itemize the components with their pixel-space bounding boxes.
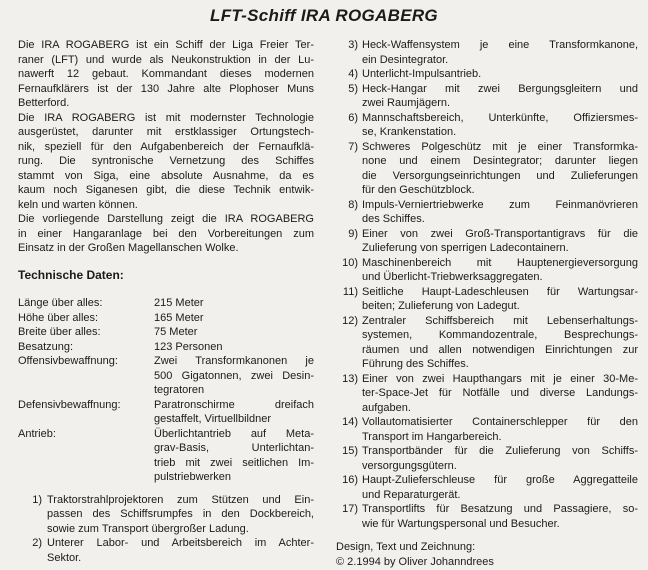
- list-item: [336, 444, 638, 473]
- paragraph: [18, 212, 314, 256]
- list-item-number: 1): [32, 493, 42, 506]
- spec-row: [18, 398, 314, 427]
- list-item-text: [362, 140, 638, 198]
- text-line: und Überlicht-Triebwerksaggregaten.: [362, 271, 543, 283]
- list-item-text: [362, 444, 638, 473]
- text-line: Einsatz in der Großen Magellanschen Wolke.: [18, 242, 239, 254]
- text-line: Traktorstrahlprojektoren zum Stützen und Ein-: [47, 493, 314, 506]
- list-item: [18, 493, 314, 537]
- list-item-text: [362, 38, 638, 67]
- spec-row: [18, 296, 314, 311]
- list-item-text: [362, 227, 638, 256]
- list-item: [336, 67, 638, 82]
- spec-value: [154, 340, 314, 355]
- list-item-number: 9): [348, 227, 358, 240]
- list-item: [336, 198, 638, 227]
- text-line: stammt von Siga, eine absolute Ausnahme, da es: [18, 169, 314, 182]
- credits: [336, 540, 638, 569]
- text-line: zwei Raumjägern.: [362, 97, 451, 109]
- list-item-number: 10): [342, 256, 358, 269]
- spec-value: [154, 398, 314, 427]
- text-line: nik, speziell für den Aufgabenbereich der Fernaufklä-: [18, 140, 314, 153]
- tech-specs-table: [18, 296, 314, 485]
- text-line: nawerft 12 gebaut. Kommandant dieses modernen: [18, 68, 314, 80]
- text-line: Transportlifts für Besatzung und Passagiere, so-: [362, 503, 638, 515]
- text-line: Zentraler Schiffsbereich mit Lebenserhaltungs-: [362, 314, 638, 327]
- text-line: Sektor.: [47, 551, 82, 564]
- text-line: Die vorliegende Darstellung zeigt die IRA ROGABERG: [18, 213, 314, 225]
- spec-row: [18, 354, 314, 398]
- list-item: [336, 314, 638, 372]
- list-item-text: [47, 493, 314, 537]
- text-line: Führung des Schiffes.: [362, 358, 469, 370]
- list-item-text: [362, 198, 638, 227]
- text-line: grav-Basis, Unterlichtan-: [154, 442, 314, 454]
- text-line: beiten; Zulieferung von Ladegut.: [362, 300, 520, 312]
- text-line: rung. Die syntronische Vernetzung des Schiffes: [18, 155, 314, 167]
- text-line: kaum noch Siganesen gibt, die diese Technik entwik-: [18, 184, 314, 196]
- text-line: Seitliche Haupt-Ladeschleusen für Wartungsar-: [362, 285, 638, 298]
- list-item-number: 6): [348, 111, 358, 124]
- list-item-text: [362, 256, 638, 285]
- list-item-text: [362, 372, 638, 416]
- text-line: und Reparaturgerät.: [362, 488, 461, 501]
- spec-row: [18, 427, 314, 485]
- spec-label: Besatzung:: [18, 340, 74, 353]
- text-line: Impuls-Verniertriebwerke zum Feinmanövrieren: [362, 198, 638, 211]
- list-item-text: [362, 502, 638, 531]
- text-line: ausgerüstet, darunter mit erstklassiger Ortungstech-: [18, 126, 314, 138]
- list-item-text: [362, 473, 638, 502]
- text-line: Maschinenbereich mit Hauptenergieversorgung: [362, 256, 638, 269]
- spec-value: [154, 325, 314, 340]
- list-item-number: 12): [342, 314, 358, 327]
- text-line: Paratronschirme dreifach: [154, 398, 314, 411]
- text-line: Mannschaftsbereich, Unterkünfte, Offiziersmes-: [362, 111, 638, 124]
- text-line: Transportbänder für die Zulieferung von Schiffs-: [362, 445, 638, 457]
- list-item-number: 11): [342, 285, 358, 298]
- text-line: keln und warten können.: [18, 198, 138, 211]
- text-line: wie für Wartungspersonal und Besucher.: [362, 517, 560, 530]
- list-item-number: 3): [348, 39, 358, 51]
- text-line: Unterlicht-Impulsantrieb.: [362, 68, 482, 80]
- list-item-number: 4): [348, 68, 358, 80]
- right-column: [336, 38, 638, 569]
- list-item: [18, 536, 314, 565]
- list-item-number: 14): [342, 416, 358, 428]
- text-line: Fernaufklärers ist der 130 Jahre alte Plophoser Muns: [18, 82, 314, 95]
- list-item: [336, 415, 638, 444]
- list-item-number: 13): [342, 372, 358, 385]
- text-line: gestaffelt, Virtuellbildner: [154, 413, 271, 425]
- text-line: Schweres Polgeschütz mit je einer Transformka-: [362, 140, 638, 153]
- list-item-text: [362, 67, 638, 82]
- spec-value: [154, 427, 314, 485]
- list-item-text: [362, 314, 638, 372]
- list-item-number: 15): [342, 445, 358, 457]
- text-line: 75 Meter: [154, 326, 198, 338]
- text-line: passen des Schiffsrumpfes in den Dockbereich,: [47, 508, 314, 520]
- list-item-text: [47, 536, 314, 565]
- list-item: [336, 82, 638, 111]
- list-item-number: 2): [32, 537, 42, 549]
- list-item-number: 5): [348, 82, 358, 95]
- list-item: [336, 38, 638, 67]
- text-line: Betterford.: [18, 97, 70, 109]
- text-line: des Schiffes.: [362, 213, 425, 225]
- list-item: [336, 285, 638, 314]
- text-line: Vollautomatisierter Containerschlepper für den: [362, 416, 638, 428]
- list-item-text: [362, 285, 638, 314]
- numbered-list-left: [18, 493, 314, 566]
- list-item-text: [362, 111, 638, 140]
- list-item: [336, 372, 638, 416]
- text-line: Zulieferung von sperrigen Ladecontainern.: [362, 242, 569, 254]
- numbered-list-right: [336, 38, 638, 531]
- text-line: Heck-Hangar mit zwei Bergungsgleitern und: [362, 82, 638, 95]
- list-item: [336, 111, 638, 140]
- text-line: Unterer Labor- und Arbeitsbereich im Achter-: [47, 537, 314, 549]
- text-line: 165 Meter: [154, 311, 204, 324]
- list-item-number: 16): [342, 474, 358, 486]
- paragraph: [18, 111, 314, 213]
- list-item-text: [362, 82, 638, 111]
- text-line: aufgaben.: [362, 401, 411, 414]
- left-column: [18, 38, 314, 569]
- text-line: ein Desintegrator.: [362, 53, 449, 66]
- text-line: Die IRA ROGABERG ist mit modernster Technologie: [18, 111, 314, 124]
- list-item-number: 17): [342, 503, 358, 515]
- text-line: tegratoren: [154, 384, 205, 396]
- list-item: [336, 256, 638, 285]
- list-item-number: 7): [348, 140, 358, 153]
- credits-line: Design, Text und Zeichnung:: [336, 541, 476, 553]
- spec-row: [18, 325, 314, 340]
- text-line: Einer von zwei Haupthangars mit je einer 30-Me-: [362, 372, 638, 385]
- spec-label: Breite über alles:: [18, 326, 101, 338]
- text-line: in einer Hangaranlage bei den Vorbereitungen zum: [18, 227, 314, 240]
- page-title: LFT-Schiff IRA ROGABERG: [210, 6, 438, 25]
- text-line: 500 Gigatonnen, zwei Desin-: [154, 369, 314, 382]
- text-line: Zwei Transformkanonen je: [154, 355, 314, 367]
- text-line: raner (LFT) und wurde als Neukonstruktion in der Lu-: [18, 53, 314, 66]
- spec-label: Antrieb:: [18, 427, 56, 440]
- text-line: Haupt-Zulieferschleuse für große Aggregatteile: [362, 474, 638, 486]
- list-item: [336, 502, 638, 531]
- spec-row: [18, 311, 314, 326]
- text-line: systemen, Kommandozentrale, Besprechungs-: [362, 329, 638, 341]
- spec-label: Offensivbewaffnung:: [18, 355, 118, 367]
- spec-value: [154, 354, 314, 398]
- spec-label: Höhe über alles:: [18, 311, 99, 324]
- text-line: Transport im Hangarbereich.: [362, 430, 502, 443]
- spec-label: Länge über alles:: [18, 297, 103, 309]
- text-line: ter-Space-Jet für Notfälle und diverse Landungs-: [362, 387, 638, 399]
- spec-value: [154, 311, 314, 326]
- text-line: trieb mit zwei seitlichen Im-: [154, 456, 314, 469]
- credits-line: © 2.1994 by Oliver Johanndrees: [336, 555, 494, 568]
- text-line: 123 Personen: [154, 340, 223, 353]
- list-item-number: 8): [348, 198, 358, 211]
- spec-label: Defensivbewaffnung:: [18, 398, 121, 411]
- text-line: sowie zum Transport übergroßer Ladung.: [47, 522, 249, 535]
- text-line: Die IRA ROGABERG ist ein Schiff der Liga Freier Ter-: [18, 39, 314, 51]
- list-item-text: [362, 415, 638, 444]
- text-line: pulstriebwerken: [154, 471, 232, 483]
- tech-data-heading: Technische Daten:: [18, 267, 124, 282]
- intro-paragraphs: [18, 38, 314, 256]
- list-item: [336, 227, 638, 256]
- list-item: [336, 140, 638, 198]
- list-item: [336, 473, 638, 502]
- spec-row: [18, 340, 314, 355]
- text-line: Einer von zwei Groß-Transportantigravs für die: [362, 227, 638, 240]
- text-line: versorgungsgütern.: [362, 459, 457, 472]
- text-line: Heck-Waffensystem je eine Transformkanone,: [362, 39, 638, 51]
- text-line: die Versorgungseinrichtungen und Zulieferungen: [362, 169, 638, 182]
- text-line: räumen und allen notwendigen Einrichtungen zur: [362, 343, 638, 356]
- text-line: 215 Meter: [154, 297, 204, 309]
- two-column-layout: [0, 38, 648, 569]
- spec-value: [154, 296, 314, 311]
- paragraph: [18, 38, 314, 111]
- text-line: none und einem Desintegrator; darunter liegen: [362, 155, 638, 167]
- text-line: se, Krankenstation.: [362, 126, 457, 138]
- text-line: Überlichtantrieb auf Meta-: [154, 427, 314, 440]
- text-line: für den Geschützblock.: [362, 184, 475, 196]
